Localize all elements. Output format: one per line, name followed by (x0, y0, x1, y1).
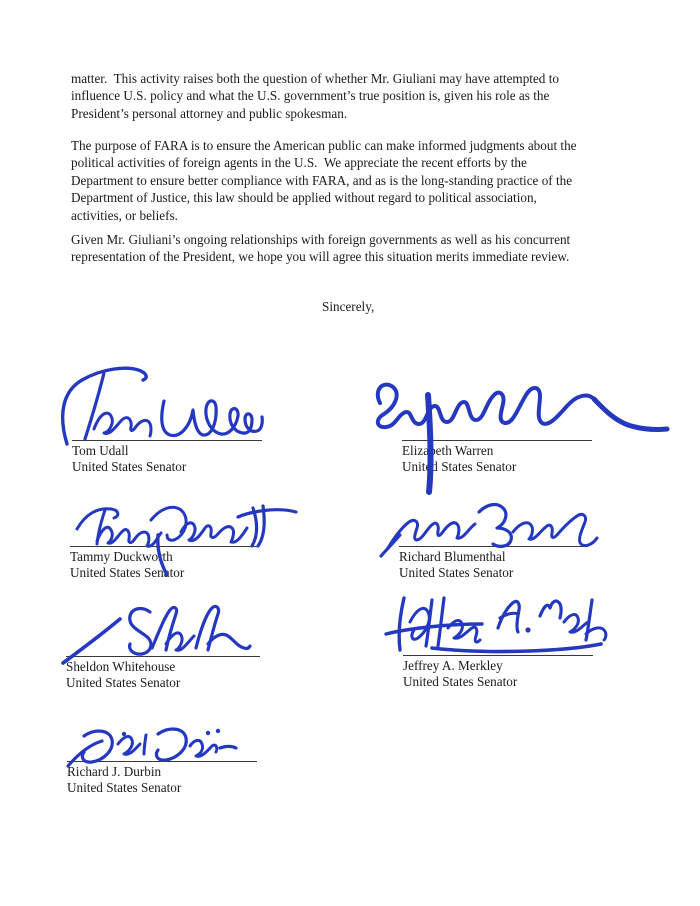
signer-title: United States Senator (70, 565, 185, 580)
sheldon-whitehouse-signature-ink (63, 606, 250, 663)
signer-title: United States Senator (66, 675, 181, 690)
paragraph-line: influence U.S. policy and what the U.S. government’s true position is, given his role as the (71, 88, 550, 104)
signer-name: Elizabeth Warren (402, 443, 494, 458)
paragraph-line: political activities of foreign agents in the U.S. We appreciate the recent efforts by the (71, 155, 527, 171)
paragraph-line: The purpose of FARA is to ensure the American public can make informed judgments about the (71, 138, 577, 153)
paragraph-line: Given Mr. Giuliani’s ongoing relationships with foreign governments as well as his concurrent (71, 232, 571, 247)
signer-title: United States Senator (402, 459, 517, 474)
signature-rule (70, 546, 258, 547)
jeffrey-merkley-signature-ink (386, 598, 606, 651)
paragraph-line: activities, or beliefs. (71, 207, 178, 223)
paragraph-line: Department to ensure better compliance with FARA, and as is the long-standing practice of the (71, 172, 573, 188)
signer-title: United States Senator (399, 565, 514, 580)
signature-rule (67, 761, 257, 762)
signer-name: Richard J. Durbin (67, 764, 162, 779)
signature-rule (403, 655, 593, 656)
signature-block-richard-blumenthal (399, 546, 588, 581)
signer-title: United States Senator (403, 674, 518, 689)
paragraph-1 (71, 70, 559, 122)
paragraph-2 (71, 137, 577, 224)
paragraph-3 (71, 231, 570, 266)
signature-rule (72, 440, 262, 441)
signature-rule (399, 546, 588, 547)
signature-block-elizabeth-warren (402, 440, 592, 475)
paragraph-line: matter. This activity raises both the question of whether Mr. Giuliani may have attempted to (71, 71, 559, 86)
paragraph-line: representation of the President, we hope you will agree this situation merits immediate review. (71, 249, 570, 265)
signature-block-tom-udall (72, 440, 262, 475)
signature-block-sheldon-whitehouse (66, 656, 260, 691)
signature-block-richard-durbin (67, 761, 257, 796)
signer-name: Richard Blumenthal (399, 549, 506, 564)
signature-block-jeffrey-merkley (403, 655, 593, 690)
tom-udall-signature-ink (63, 368, 263, 444)
signer-name: Tammy Duckworth (70, 549, 173, 564)
signature-rule (66, 656, 260, 657)
signer-name: Jeffrey A. Merkley (403, 658, 503, 673)
closing-salutation: Sincerely, (322, 299, 375, 314)
signature-block-tammy-duckworth (70, 546, 258, 581)
elizabeth-warren-signature-ink (378, 385, 667, 492)
signature-rule (402, 440, 592, 441)
signer-title: United States Senator (72, 459, 187, 474)
paragraph-line: Department of Justice, this law should be applied without regard to political association, (71, 190, 537, 206)
signer-name: Tom Udall (72, 443, 129, 458)
signer-title: United States Senator (67, 780, 182, 795)
signer-name: Sheldon Whitehouse (66, 659, 176, 674)
paragraph-line: President’s personal attorney and public spokesman. (71, 105, 348, 121)
